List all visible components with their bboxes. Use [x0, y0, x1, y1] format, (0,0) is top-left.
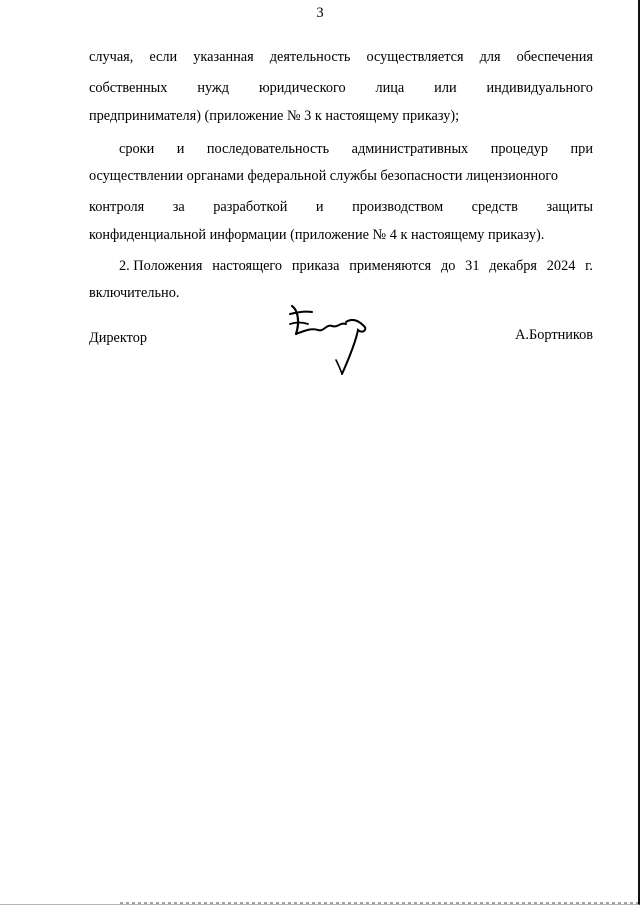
word: деятельность: [269, 49, 351, 65]
signature-block: [89, 300, 593, 390]
word: применяются: [349, 258, 432, 275]
word: приказа: [291, 258, 340, 275]
word: и: [315, 199, 324, 216]
word: средств: [471, 199, 518, 216]
handwritten-signature: [284, 300, 374, 380]
word: индивидуального: [486, 80, 593, 97]
text-line: включительно.: [89, 285, 180, 302]
word: юридического: [258, 80, 346, 97]
text-line: [89, 136, 593, 163]
word: производством: [352, 199, 444, 216]
word: и: [176, 140, 185, 157]
word: последовательность: [206, 140, 330, 157]
word: административных: [351, 140, 469, 157]
word: 31: [465, 258, 480, 275]
word: указанная: [193, 49, 254, 65]
word: обеспечения: [516, 49, 593, 65]
word: настоящего: [212, 258, 283, 275]
scan-edge-artifact: [120, 902, 638, 904]
word: защиты: [546, 199, 593, 216]
word: осуществляется: [366, 49, 464, 65]
word: декабря: [489, 258, 537, 275]
word: сроки: [119, 140, 155, 157]
word: 2. Положения: [119, 258, 203, 275]
signatory-name: А.Бортников: [515, 327, 593, 343]
paragraph-2: [89, 136, 593, 249]
word: за: [172, 199, 185, 216]
word: нужд: [197, 80, 230, 97]
text-line: [89, 44, 593, 71]
word: собственных: [89, 80, 168, 97]
text-line: конфиденциальной информации (приложение № 4 к настоящему приказу).: [89, 226, 545, 243]
document-body: [89, 44, 593, 308]
word: если: [149, 49, 178, 65]
word: контроля: [89, 199, 145, 216]
word: 2024: [546, 258, 576, 275]
text-line: [89, 75, 593, 102]
word: г.: [585, 258, 593, 275]
word: лица: [375, 80, 405, 97]
word: при: [570, 140, 593, 157]
signatory-role: Директор: [89, 330, 148, 346]
paragraph-1: [89, 44, 593, 130]
text-line: осуществлении органами федеральной службы безопасности лицензионного: [89, 168, 559, 185]
word: или: [434, 80, 457, 97]
word: для: [479, 49, 501, 65]
word: разработкой: [213, 199, 288, 216]
word: процедур: [490, 140, 549, 157]
text-line: [89, 194, 593, 221]
text-line: [89, 253, 593, 280]
page-number: 3: [316, 5, 324, 21]
word: до: [440, 258, 456, 275]
text-line: предпринимателя) (приложение № 3 к настоящему приказу);: [89, 107, 460, 124]
word: случая,: [89, 49, 134, 65]
